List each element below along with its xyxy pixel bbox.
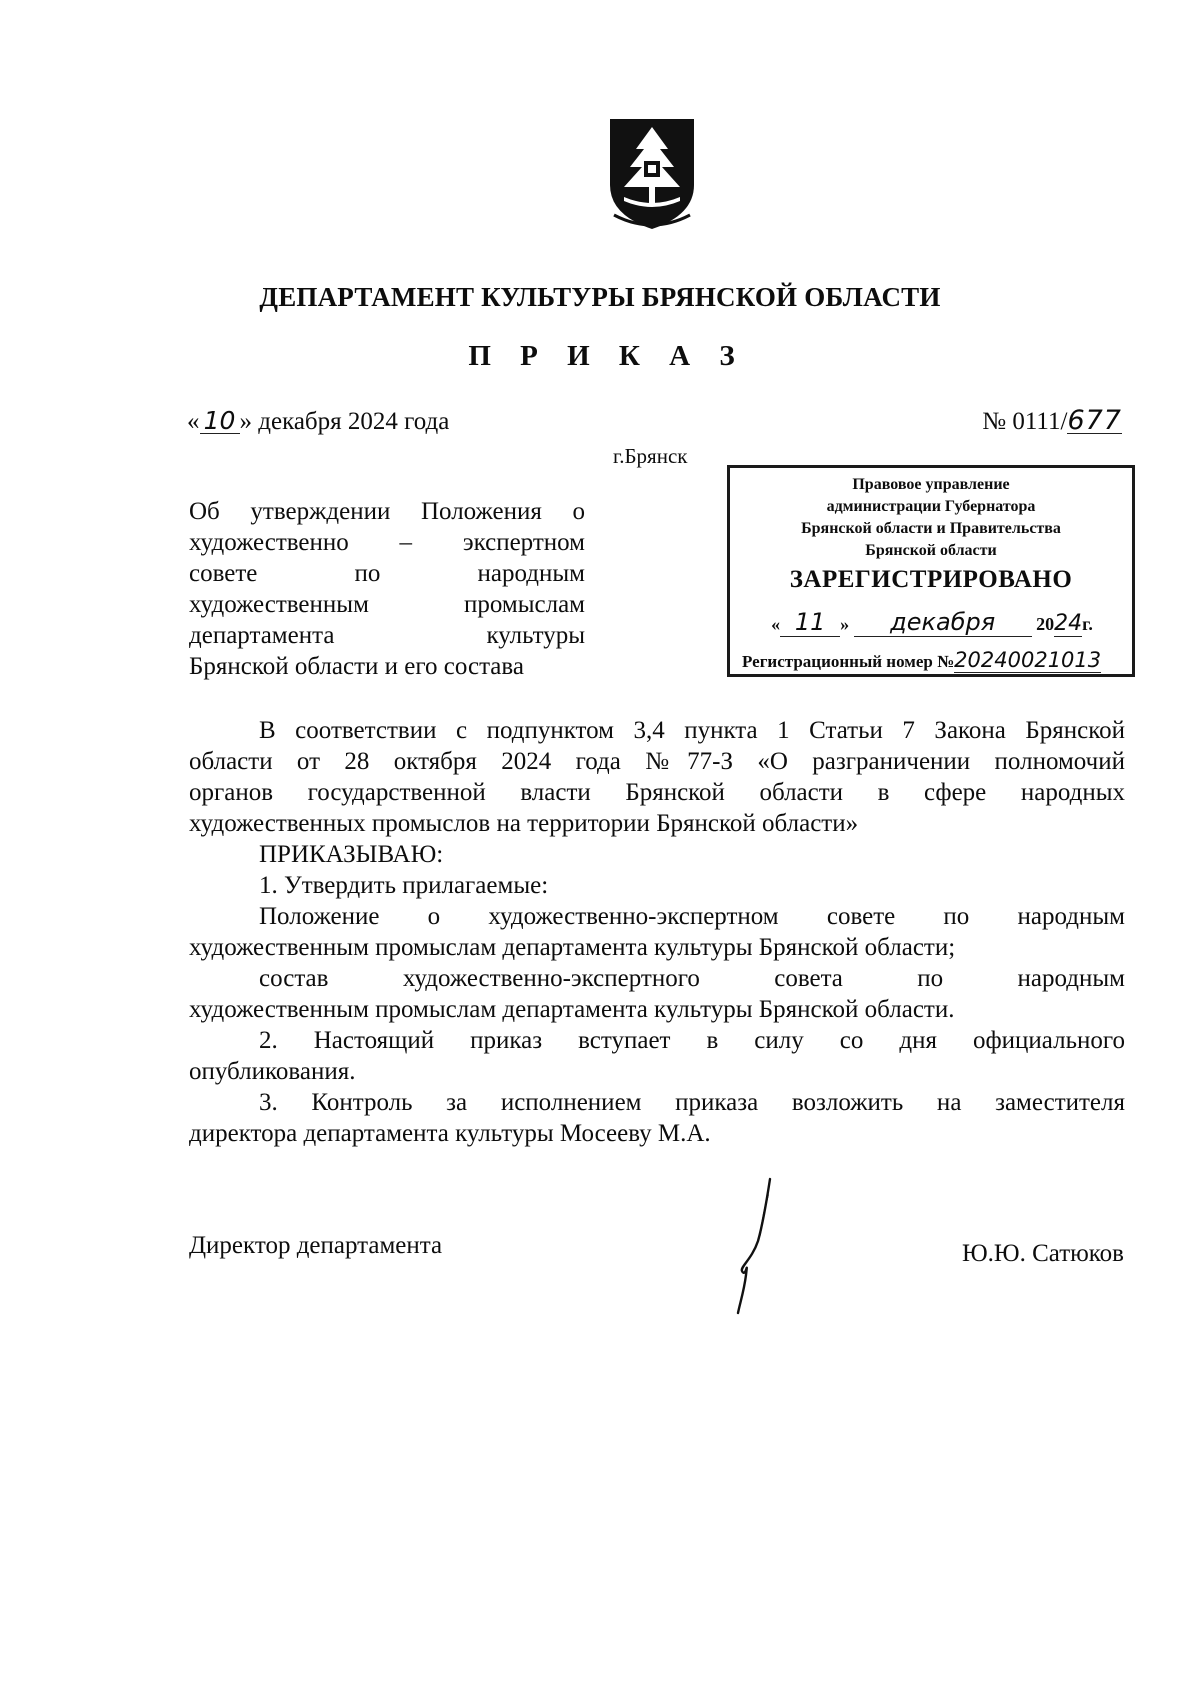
subject-line: художественно – экспертном — [189, 529, 585, 556]
registration-stamp — [727, 465, 1135, 677]
item-3-line: директора департамента культуры Мосееву М.А. — [189, 1120, 711, 1147]
subject-line: Об утверждении Положения о — [189, 498, 585, 525]
stamp-reg-number — [742, 648, 1127, 672]
stamp-year-prefix: 20 — [1036, 614, 1055, 634]
stamp-status: ЗАРЕГИСТРИРОВАНО — [789, 566, 1073, 593]
order-directive: ПРИКАЗЫВАЮ: — [259, 841, 444, 868]
stamp-line: Брянской области — [865, 542, 997, 559]
stamp-reg-label: Регистрационный номер № — [742, 652, 955, 671]
preamble-line: области от 28 октября 2024 года №77-З «О разграничении полномочий — [189, 748, 1125, 775]
preamble-line: В соответствии с подпунктом 3,4 пункта 1 Статьи 7 Закона Брянской — [259, 717, 1125, 744]
subject-line: художественным промыслам — [189, 591, 585, 618]
subject-line: Брянской области и его состава — [189, 653, 524, 680]
order-subject — [189, 496, 585, 682]
item-2-line: 2. Настоящий приказ вступает в силу со дня официального — [259, 1027, 1125, 1054]
preamble-line: органов государственной власти Брянской области в сфере народных — [189, 779, 1125, 806]
item-1a-line: Положение о художественно-экспертном совете по народным — [259, 903, 1125, 930]
handwritten-signature — [722, 1175, 782, 1315]
stamp-line: Брянской области и Правительства — [801, 520, 1061, 537]
order-number-handwritten: 677 — [1067, 405, 1122, 436]
date-rest: » декабря 2024 года — [239, 408, 450, 435]
stamp-month-handwritten: декабря — [854, 608, 1032, 637]
stamp-reg-number-handwritten: 20240021013 — [954, 648, 1102, 672]
stamp-date: « 11 » декабря 2024г. — [771, 608, 1093, 636]
stamp-line: Правовое управление — [852, 476, 1010, 493]
subject-line: совете по народным — [189, 560, 585, 587]
item-3-line: 3. Контроль за исполнением приказа возложить на заместителя — [259, 1089, 1125, 1116]
stamp-year-end: г. — [1082, 614, 1093, 634]
item-1b-line: состав художественно-экспертного совета по народным — [259, 965, 1125, 992]
item-1a-line: художественным промыслам департамента культуры Брянской области; — [189, 934, 956, 961]
stamp-day-handwritten: 11 — [780, 608, 840, 637]
date-open-quote: « — [187, 408, 200, 435]
item-2-line: опубликования. — [189, 1058, 356, 1085]
order-body — [189, 715, 1125, 1149]
date-day-handwritten: 10 — [200, 409, 240, 434]
document-type-title: П Р И К А З — [468, 340, 746, 372]
preamble-line: художественных промыслов на территории Брянской области» — [189, 810, 859, 837]
signer-name: Ю.Ю. Сатюков — [961, 1240, 1124, 1267]
signer-position: Директор департамента — [189, 1232, 443, 1259]
item-1: 1. Утвердить прилагаемые: — [259, 872, 549, 899]
order-number-prefix: № 0111/ — [982, 408, 1068, 435]
department-title: ДЕПАРТАМЕНТ КУЛЬТУРЫ БРЯНСКОЙ ОБЛАСТИ — [259, 282, 941, 312]
subject-line: департамента культуры — [189, 622, 585, 649]
item-1b-line: художественным промыслам департамента культуры Брянской области. — [189, 996, 955, 1023]
coat-of-arms-emblem — [606, 115, 698, 233]
city-label: г.Брянск — [613, 444, 688, 468]
order-number — [982, 405, 1122, 436]
stamp-line: администрации Губернатора — [826, 498, 1036, 515]
stamp-year-handwritten: 24 — [1054, 611, 1083, 636]
order-date — [187, 408, 449, 436]
